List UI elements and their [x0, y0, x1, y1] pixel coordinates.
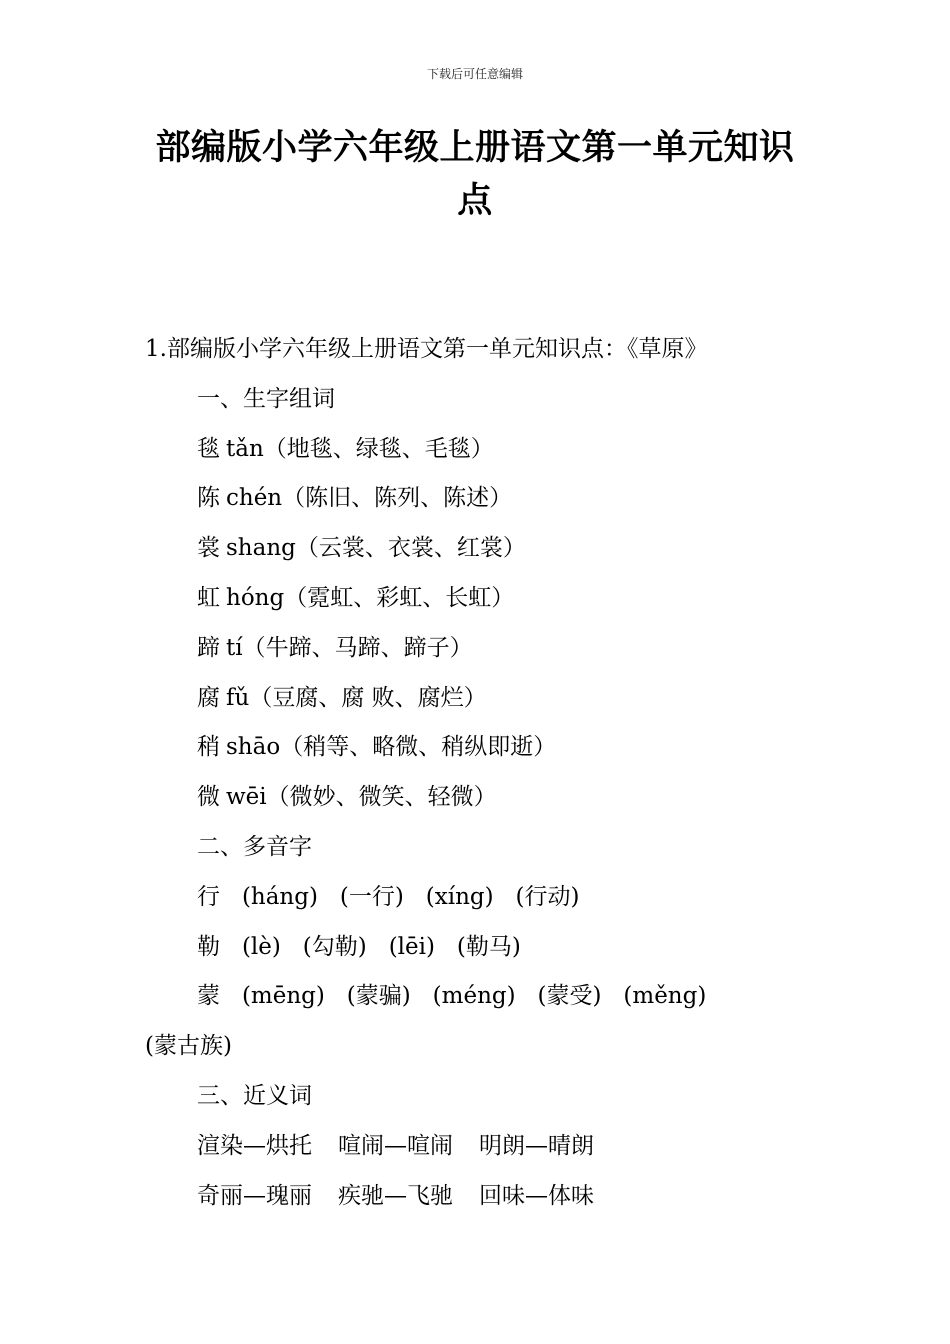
polyphone-word: (行动) [515, 883, 580, 910]
polyphone-row [145, 873, 815, 923]
vocab-pinyin: wēi [226, 784, 267, 811]
synonym-pair: 喧闹—喧闹 [338, 1132, 453, 1159]
vocab-item [145, 723, 815, 773]
polyphone-pinyin: (lēi) [388, 933, 435, 960]
polyphone-pinyin: (méng) [432, 983, 516, 1010]
synonym-pair: 回味—体味 [479, 1182, 594, 1209]
vocab-char: 陈 [197, 485, 220, 512]
synonym-pair: 奇丽—瑰丽 [197, 1182, 312, 1209]
synonym-pair: 明朗—晴朗 [479, 1132, 594, 1159]
synonym-row [145, 1122, 815, 1172]
polyphone-row [145, 923, 815, 973]
vocab-char: 裳 [197, 535, 220, 562]
polyphone-word: (蒙骗) [346, 983, 411, 1010]
polyphone-row [145, 972, 815, 1022]
document-body [145, 325, 815, 1221]
vocab-item [145, 624, 815, 674]
vocab-item [145, 574, 815, 624]
part1-heading: 一、生字组词 [197, 385, 335, 412]
vocab-char: 腐 [197, 684, 220, 711]
synonym-pair: 疾驰—飞驰 [338, 1182, 453, 1209]
vocab-char: 微 [197, 784, 220, 811]
vocab-words: （陈旧、陈列、陈述） [282, 485, 513, 512]
vocab-words: （地毯、绿毯、毛毯） [263, 435, 494, 462]
polyphone-word: (勒马) [456, 933, 521, 960]
vocab-item [145, 524, 815, 574]
polyphone-pinyin: (lè) [241, 933, 281, 960]
polyphone-pinyin: (háng) [241, 883, 318, 910]
synonym-pair: 渲染—烘托 [197, 1132, 312, 1159]
document-title: 部编版小学六年级上册语文第一单元知识点 [155, 128, 795, 221]
vocab-char: 稍 [197, 734, 220, 761]
vocab-pinyin: fǔ [226, 684, 250, 711]
polyphone-word: (一行) [339, 883, 404, 910]
polyphone-char: 蒙 [197, 983, 220, 1010]
vocab-item [145, 425, 815, 475]
vocab-words: （霓虹、彩虹、长虹） [284, 584, 515, 611]
header-note: 下载后可任意编辑 [426, 67, 523, 81]
vocab-item [145, 674, 815, 724]
vocab-words: （豆腐、腐 败、腐烂） [249, 684, 487, 711]
vocab-pinyin: tǎn [226, 435, 264, 462]
vocab-char: 毯 [197, 435, 220, 462]
part2-heading: 二、多音字 [197, 833, 312, 860]
polyphone-pinyin: (xíng) [425, 883, 494, 910]
polyphone-char: 行 [197, 883, 220, 910]
vocab-item [145, 474, 815, 524]
polyphone-word: (蒙受) [537, 983, 602, 1010]
vocab-words: （牛蹄、马蹄、蹄子） [242, 634, 473, 661]
vocab-words: （云裳、衣裳、红裳） [295, 535, 526, 562]
vocab-pinyin: tí [226, 634, 243, 661]
vocab-words: （微妙、微笑、轻微） [266, 784, 497, 811]
vocab-pinyin: shāo [226, 734, 281, 761]
section-heading: 1.部编版小学六年级上册语文第一单元知识点：《草原》 [145, 336, 708, 362]
polyphone-word: (蒙古族) [145, 1033, 232, 1060]
vocab-char: 虹 [197, 584, 220, 611]
polyphone-word: (勾勒) [302, 933, 367, 960]
vocab-item [145, 773, 815, 823]
vocab-char: 蹄 [197, 634, 220, 661]
vocab-pinyin: shang [226, 535, 296, 562]
polyphone-char: 勒 [197, 933, 220, 960]
vocab-pinyin: hóng [226, 584, 285, 611]
polyphone-pinyin: (měng) [623, 983, 707, 1010]
polyphone-row-continued [145, 1022, 815, 1072]
vocab-words: （稍等、略微、稍纵即逝） [280, 734, 557, 761]
polyphone-pinyin: (mēng) [241, 983, 325, 1010]
synonym-row [145, 1172, 815, 1222]
vocab-pinyin: chén [226, 485, 283, 512]
part3-heading: 三、近义词 [197, 1082, 312, 1109]
